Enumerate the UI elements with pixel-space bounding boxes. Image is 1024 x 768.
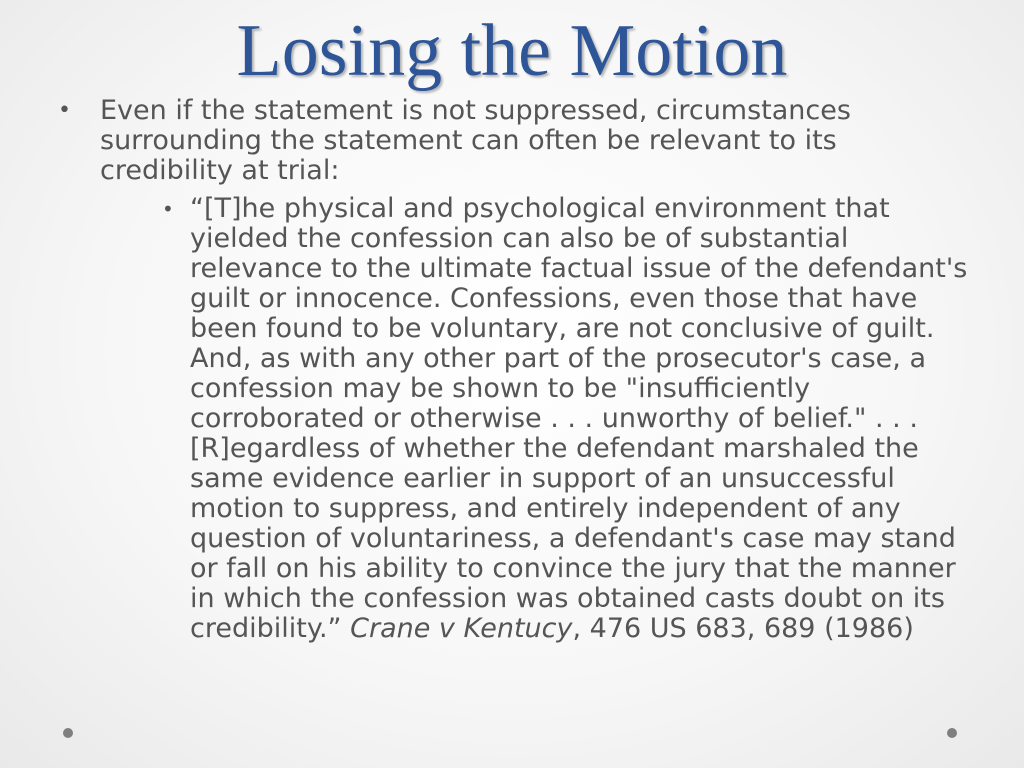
sub-bullet-text: [190, 194, 980, 644]
slide-title: Losing the Motion: [236, 10, 788, 92]
case-citation: , 476 US 683, 689 (1986): [572, 613, 914, 644]
quote-text: “[T]he physical and psychological environment that yielded the confession can also be of substantial relevance to the ultimate factual issue of the defendant's guilt or innocence. Confessions, even those that have been found to be voluntary, are not conclusive of guilt. And, as with any other part of the prosecutor's case, a confession may be shown to be "insufficiently corroborated or otherwise . . . unworthy of belief." . . . [R]egardless of whether the defendant marshaled the same evidence earlier in support of an unsuccessful motion to suppress, and entirely independent of any question of voluntariness, a defendant's case may stand or fall on his ability to convince the jury that the manner in which the confession was obtained casts doubt on its credibility.”: [190, 193, 968, 644]
case-name: Crane v Kentucy: [350, 613, 573, 644]
decorative-dot-left: [63, 728, 73, 738]
sub-bullet-marker: •: [162, 197, 174, 221]
decorative-dot-right: [947, 728, 957, 738]
bullet-text: Even if the statement is not suppressed, circumstances surrounding the statement can often be relevant to its credibility at trial:: [100, 95, 851, 186]
bullet-marker: •: [58, 98, 71, 123]
